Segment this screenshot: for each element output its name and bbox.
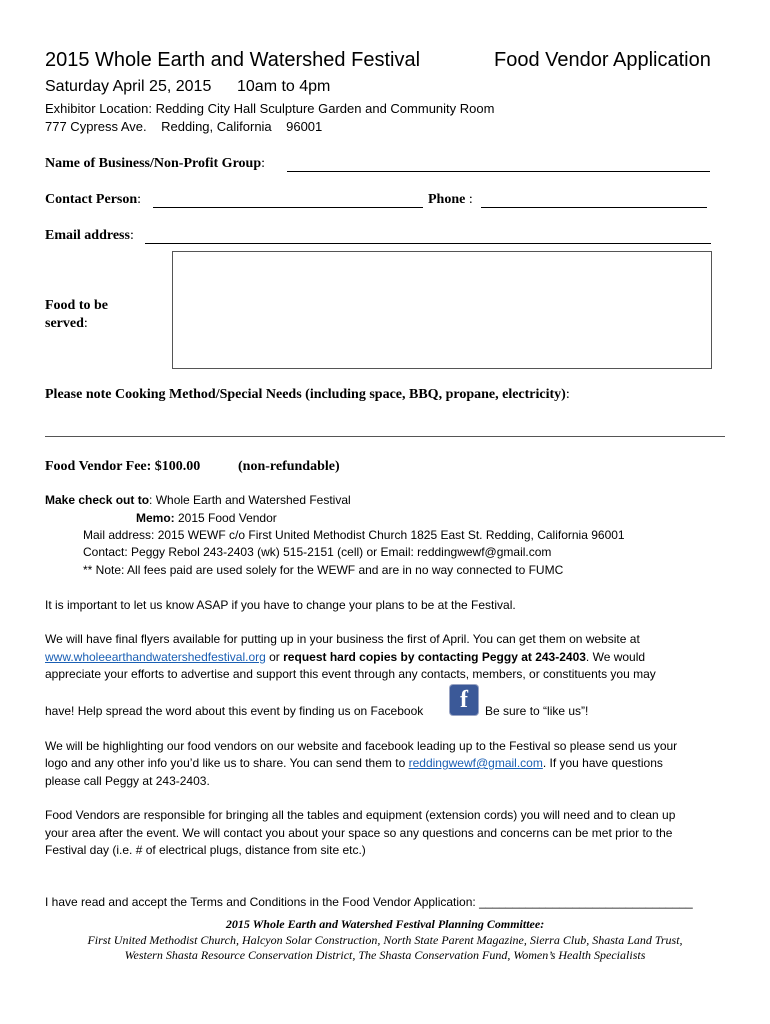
vendor-fee-note: (non-refundable) [238, 459, 340, 474]
footer-line2: Western Shasta Resource Conservation District, The Shasta Conservation Fund, Women’s Health Specialists [124, 948, 646, 962]
mail-address: Mail address: 2015 WEWF c/o First United Methodist Church 1825 East St. Redding, California 96001 [83, 528, 625, 542]
memo: Memo: 2015 Food Vendor [136, 511, 277, 525]
phone-label: Phone : [428, 192, 473, 207]
event-time: 10am to 4pm [237, 78, 331, 95]
exhibitor-location: Exhibitor Location: Redding City Hall Sculpture Garden and Community Room [45, 101, 495, 116]
paragraph-flyers-line1: We will have final flyers available for putting up in your business the first of April. You can get them on website at [45, 632, 640, 646]
food-served-textbox[interactable] [172, 251, 712, 369]
paragraph-equipment-line1: Food Vendors are responsible for bringing all the tables and equipment (extension cords) you will need and to clean up [45, 808, 676, 822]
facebook-icon[interactable]: f [450, 685, 478, 715]
email-field[interactable] [145, 231, 711, 244]
business-name-label: Name of Business/Non-Profit Group: [45, 156, 265, 171]
vendor-fee: Food Vendor Fee: $100.00 [45, 459, 201, 474]
food-served-label-line2: served: [45, 316, 88, 331]
paragraph-highlight-line2: logo and any other info you’d like us to share. You can send them to reddingwewf@gmail.com. If you have questions [45, 756, 663, 770]
fees-note: ** Note: All fees paid are used solely for the WEWF and are in no way connected to FUMC [83, 563, 564, 577]
paragraph-change-plans: It is important to let us know ASAP if you have to change your plans to be at the Festival. [45, 598, 516, 612]
contact-person-field[interactable] [153, 195, 423, 208]
footer-heading: 2015 Whole Earth and Watershed Festival Planning Committee: [225, 917, 545, 931]
paragraph-flyers-line4b: Be sure to “like us”! [485, 704, 589, 718]
food-served-label-line1: Food to be [45, 298, 108, 313]
email-label: Email address: [45, 228, 134, 243]
check-payable: Make check out to: Whole Earth and Watershed Festival [45, 493, 351, 507]
contact-person-label: Contact Person: [45, 192, 142, 207]
paragraph-flyers-line4a: have! Help spread the word about this event by finding us on Facebook [45, 704, 424, 718]
form-title: Food Vendor Application [494, 49, 711, 71]
paragraph-highlight-line3: please call Peggy at 243-2403. [45, 774, 210, 788]
phone-field[interactable] [481, 195, 707, 208]
terms-acceptance: I have read and accept the Terms and Conditions in the Food Vendor Application: ________________________________ [45, 895, 693, 909]
event-date: Saturday April 25, 2015 [45, 78, 212, 95]
paragraph-equipment-line3: Festival day (i.e. # of electrical plugs, distance from site etc.) [45, 843, 366, 857]
paragraph-highlight-line1: We will be highlighting our food vendors on our website and facebook leading up to the Festival so please send us your [45, 739, 678, 753]
event-title: 2015 Whole Earth and Watershed Festival [45, 49, 421, 71]
footer-line1: First United Methodist Church, Halcyon Solar Construction, North State Parent Magazine, Sierra Club, Shasta Land Trust, [87, 933, 683, 947]
cooking-method-label: Please note Cooking Method/Special Needs (including space, BBQ, propane, electricity): [45, 387, 570, 402]
paragraph-flyers-line2: www.wholeearthandwatershedfestival.org or request hard copies by contacting Peggy at 243-2403. We would [45, 650, 646, 664]
business-name-field[interactable] [287, 159, 710, 172]
cooking-method-field[interactable] [45, 436, 725, 437]
paragraph-equipment-line2: your area after the event. We will contact you about your space so any questions and concerns can be met prior to the [45, 826, 673, 840]
website-link[interactable]: www.wholeearthandwatershedfestival.org [45, 650, 266, 664]
exhibitor-address: 777 Cypress Ave. Redding, California 96001 [45, 119, 323, 134]
email-link[interactable]: reddingwewf@gmail.com [408, 756, 543, 770]
contact-info: Contact: Peggy Rebol 243-2403 (wk) 515-2151 (cell) or Email: reddingwewf@gmail.com [83, 545, 552, 559]
paragraph-flyers-line3: appreciate your efforts to advertise and support this event through any contacts, members, or constituents you may [45, 667, 656, 681]
